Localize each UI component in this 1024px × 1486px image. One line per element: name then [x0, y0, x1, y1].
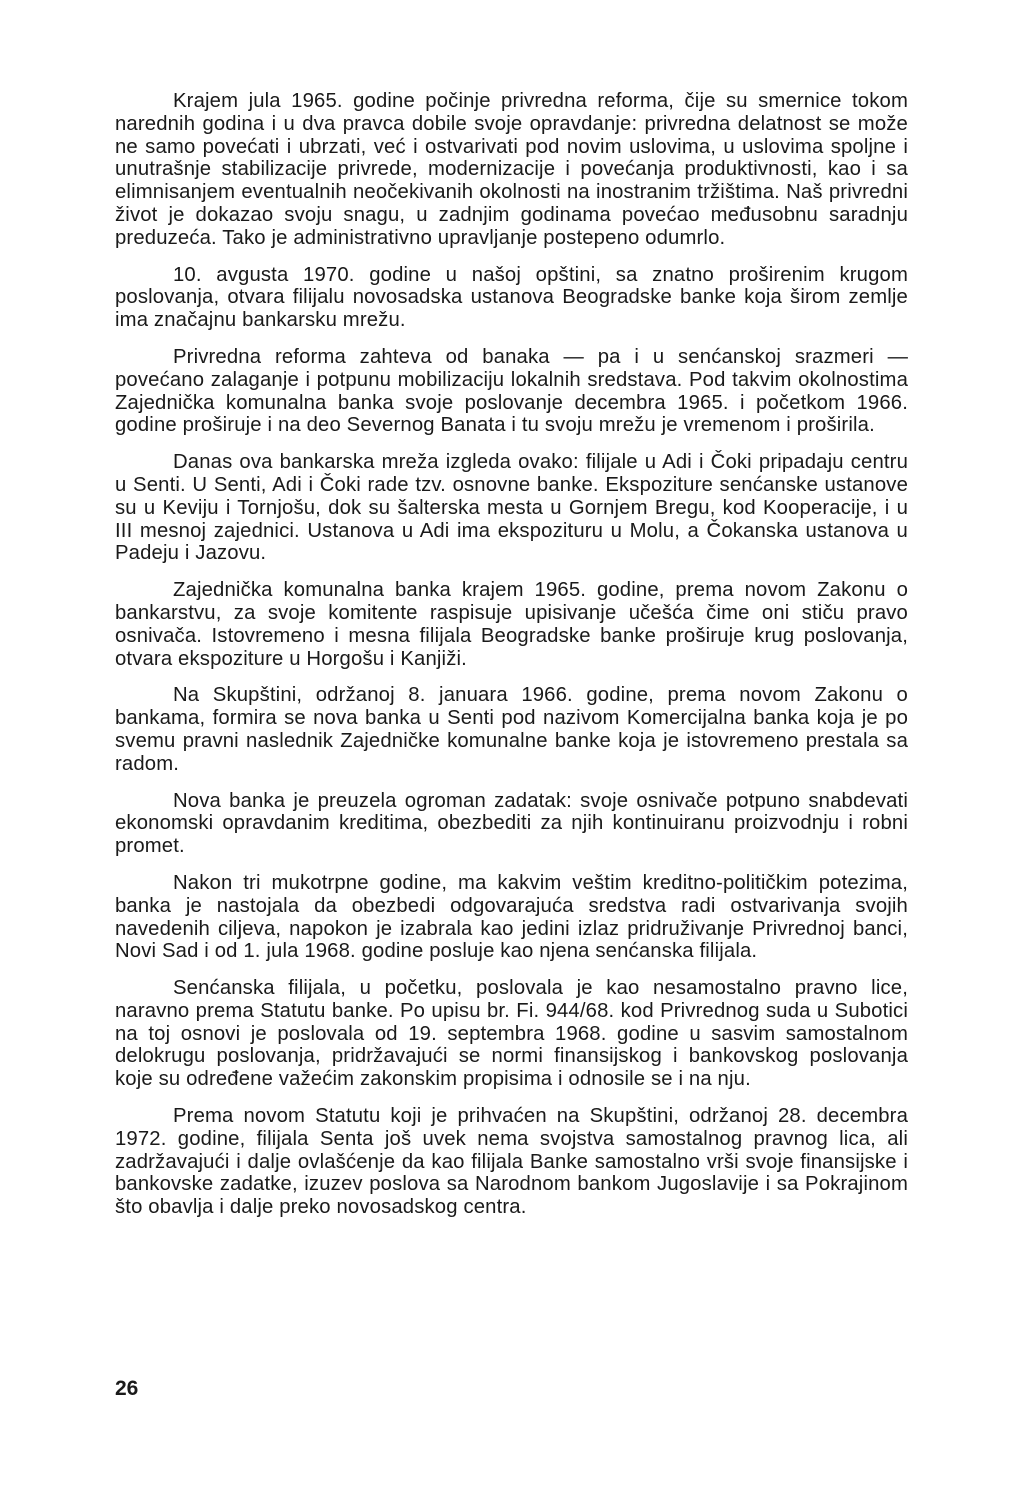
paragraph: Danas ova bankarska mreža izgleda ovako: filijale u Adi i Čoki pripadaju centru u Senti. U Senti, Adi i Čoki rade tzv. osnovne banke. Ekspoziture senćanske ustanove su u Keviju i Tornjošu, dok su šalterska mesta u Gornjem Bregu, kod Kooperacije, i u III mesnoj zajednici. Ustanova u Adi ima ekspozituru u Molu, a Čokanska ustanova u Padeju i Jazovu.	[115, 451, 908, 565]
page-body	[115, 90, 908, 1233]
paragraph: Privredna reforma zahteva od banaka — pa i u senćanskoj srazmeri — povećano zalaganje i potpunu mobilizaciju lokalnih sredstava. Pod takvim okolnostima Zajednička komunalna banka svoje poslovanje decembra 1965. i početkom 1966. godine proširuje i na deo Severnog Banata i tu svoju mrežu je vremenom i proširila.	[115, 345, 908, 437]
page-number: 26	[115, 1377, 139, 1400]
paragraph: Nakon tri mukotrpne godine, ma kakvim veštim kreditno-političkim potezima, banka je nastojala da obezbedi odgovarajuća sredstva radi ostvarivanja svojih navedenih ciljeva, napokon je izabrala kao jedini izlaz pridruživanje Privrednoj banci, Novi Sad i od 1. jula 1968. godine posluje kao njena senćanska filijala.	[115, 871, 908, 963]
paragraph: Na Skupštini, održanoj 8. januara 1966. godine, prema novom Zakonu o bankama, formira se nova banka u Senti pod nazivom Komercijalna banka koja je po svemu pravni naslednik Zajedničke komunalne banke koja je istovremeno prestala sa radom.	[115, 684, 908, 775]
paragraph: Prema novom Statutu koji je prihvaćen na Skupštini, održanoj 28. decembra 1972. godine, filijala Senta još uvek nema svojstva samostalnog pravnog lica, ali zadržavajući i dalje ovlašćenje da kao filijala Banke samostalno vrši svoje finansijske i bankovske zadatke, izuzev poslova sa Narodnom bankom Jugoslavije i sa Pokrajinom što obavlja i dalje preko novosadskog centra.	[115, 1105, 908, 1219]
paragraph: 10. avgusta 1970. godine u našoj opštini, sa znatno proširenim krugom poslovanja, otvara filijalu novosadska ustanova Beogradske banke koja širom zemlje ima značajnu bankarsku mrežu.	[115, 263, 908, 332]
paragraph: Zajednička komunalna banka krajem 1965. godine, prema novom Zakonu o bankarstvu, za svoje komitente raspisuje upisivanje učešća čime oni stiču pravo osnivača. Istovremeno i mesna filijala Beogradske banke proširuje krug poslovanja, otvara ekspoziture u Horgošu i Kanjiži.	[115, 579, 908, 670]
paragraph: Nova banka je preuzela ogroman zadatak: svoje osnivače potpuno snabdevati ekonomski opravdanim kreditima, obezbediti za njih kontinuiranu proizvodnju i robni promet.	[115, 789, 908, 858]
paragraph: Krajem jula 1965. godine počinje privredna reforma, čije su smernice tokom narednih godina i u dva pravca dobile svoje opravdanje: privredna delatnost se može ne samo povećati i ubrzati, već i ostvarivati pod novim uslovima, u uslovima spoljne i unutrašnje stabilizacije privrede, modernizacije i povećanja produktivnosti, kao i sa elimnisanjem eventualnih neočekivanih okolnosti na inostranim tržištima. Naš privredni život je dokazao svoju snagu, u zadnjim godinama povećao međusobnu saradnju preduzeća. Tako je administrativno upravljanje postepeno odumrlo.	[115, 90, 908, 249]
paragraph: Senćanska filijala, u početku, poslovala je kao nesamostalno pravno lice, naravno prema Statutu banke. Po upisu br. Fi. 944/68. kod Privrednog suda u Subotici na toj osnovi je poslovala od 19. septembra 1968. godine u sasvim samostalnom delokrugu poslovanja, pridržavajući se normi finansijskog i bankovskog poslovanja koje su određene važećim zakonskim propisima i odnosile se i na nju.	[115, 977, 908, 1091]
